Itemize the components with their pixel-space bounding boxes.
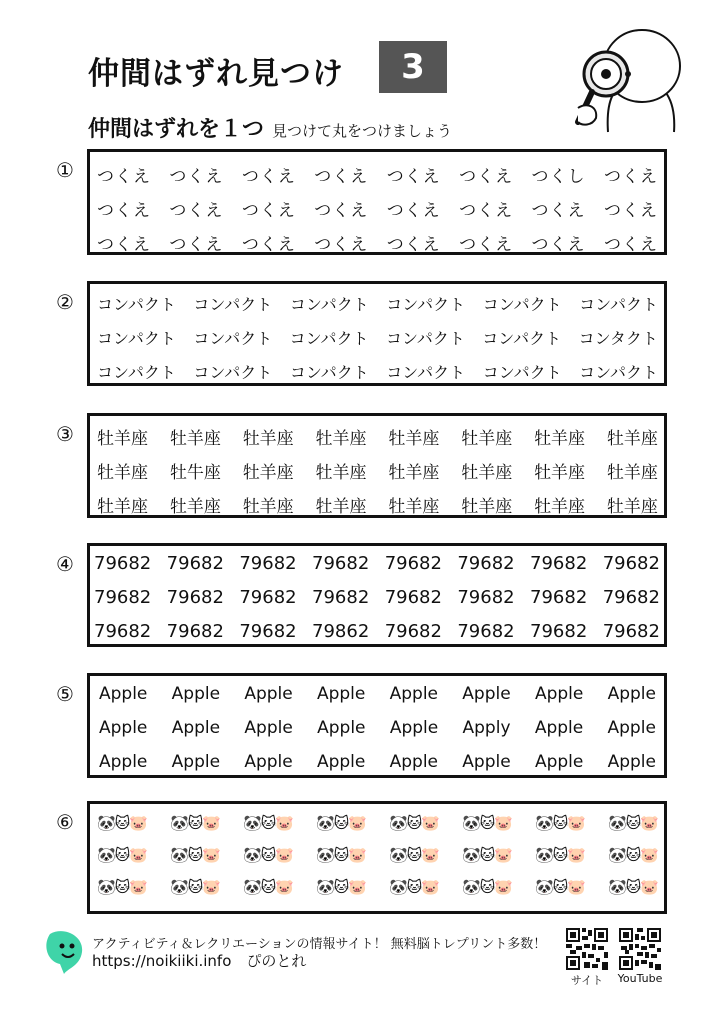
- puzzle-box-1: [87, 149, 667, 255]
- puzzle-word[interactable]: Apple: [607, 752, 656, 772]
- puzzle-word[interactable]: つくえ: [531, 235, 586, 255]
- puzzle-word[interactable]: つくし: [531, 167, 586, 187]
- animal-group[interactable]: 🐼🐱🐷: [316, 846, 366, 864]
- puzzle-word[interactable]: Apple: [534, 752, 584, 772]
- puzzle-word[interactable]: Apple: [99, 752, 148, 772]
- puzzle-word[interactable]: つくえ: [241, 201, 296, 221]
- puzzle-word[interactable]: コンパクト: [386, 295, 466, 314]
- puzzle-word[interactable]: Apple: [171, 718, 221, 738]
- puzzle-word[interactable]: コンパクト: [193, 295, 273, 314]
- puzzle-word[interactable]: Apple: [607, 718, 656, 738]
- puzzle-word[interactable]: コンパクト: [97, 363, 176, 382]
- puzzle-box-2: [87, 281, 667, 386]
- puzzle-word[interactable]: Apple: [171, 684, 221, 704]
- puzzle-row: [90, 326, 664, 360]
- puzzle-word[interactable]: つくえ: [386, 235, 441, 255]
- puzzle-row: [90, 846, 664, 878]
- puzzle-word[interactable]: Apple: [462, 752, 511, 772]
- qr-code-site-icon[interactable]: [566, 928, 608, 970]
- puzzle-word[interactable]: コンパクト: [289, 295, 369, 314]
- puzzle-row: [90, 814, 664, 846]
- puzzle-word[interactable]: つくえ: [603, 235, 658, 255]
- puzzle-word[interactable]: 牡羊座: [461, 429, 513, 449]
- puzzle-word[interactable]: 牡羊座: [534, 463, 586, 483]
- puzzle-word[interactable]: つくえ: [97, 167, 151, 187]
- puzzle-word[interactable]: コンパクト: [385, 329, 465, 348]
- puzzle-word[interactable]: 79682: [384, 621, 442, 642]
- puzzle-word[interactable]: コンパクト: [482, 329, 562, 348]
- puzzle-row: [90, 360, 664, 394]
- puzzle-row: [90, 587, 664, 621]
- puzzle-word[interactable]: つくえ: [459, 201, 514, 221]
- animal-group[interactable]: 🐼🐱🐷: [389, 814, 439, 832]
- animal-group[interactable]: 🐼🐱🐷: [608, 846, 658, 864]
- puzzle-word[interactable]: Apple: [244, 752, 293, 772]
- instruction-main: 仲間はずれを１つ: [88, 117, 265, 142]
- puzzle-word[interactable]: つくえ: [314, 235, 369, 255]
- puzzle-word[interactable]: 牡羊座: [461, 497, 513, 517]
- puzzle-word[interactable]: コンパクト: [97, 295, 176, 314]
- puzzle-word[interactable]: 79682: [94, 553, 152, 574]
- puzzle-word[interactable]: 79682: [239, 587, 297, 608]
- puzzle-word[interactable]: 79682: [384, 587, 442, 608]
- puzzle-word[interactable]: 79862: [312, 621, 370, 642]
- puzzle-word[interactable]: Apple: [389, 752, 439, 772]
- puzzle-word[interactable]: 牡羊座: [97, 429, 148, 449]
- puzzle-word[interactable]: 79682: [457, 553, 515, 574]
- puzzle-word[interactable]: つくえ: [314, 201, 369, 221]
- puzzle-word[interactable]: つくえ: [386, 201, 441, 221]
- puzzle-word[interactable]: 79682: [457, 587, 515, 608]
- puzzle-word[interactable]: 牡羊座: [534, 429, 586, 449]
- puzzle-word[interactable]: コンパクト: [97, 329, 176, 348]
- puzzle-word[interactable]: コンタクト: [578, 329, 658, 348]
- puzzle-word[interactable]: つくえ: [459, 235, 514, 255]
- qr-youtube-label: YouTube: [617, 972, 663, 985]
- puzzle-word[interactable]: つくえ: [314, 167, 369, 187]
- puzzle-row: [90, 752, 664, 786]
- qr-code-youtube-icon[interactable]: [619, 928, 661, 970]
- puzzle-row: [90, 718, 664, 752]
- puzzle-word[interactable]: つくえ: [603, 167, 658, 187]
- animal-group[interactable]: 🐼🐱🐷: [170, 878, 220, 896]
- puzzle-word[interactable]: Apple: [317, 718, 366, 738]
- puzzle-word[interactable]: コンパクト: [482, 363, 562, 382]
- puzzle-word[interactable]: Apple: [99, 718, 148, 738]
- puzzle-word[interactable]: 79682: [602, 621, 660, 642]
- animal-group[interactable]: 🐼🐱🐷: [389, 846, 439, 864]
- puzzle-word[interactable]: Apple: [534, 718, 584, 738]
- puzzle-row: [90, 230, 664, 264]
- puzzle-word[interactable]: 79682: [166, 621, 224, 642]
- puzzle-row: [90, 492, 664, 526]
- puzzle-word[interactable]: つくえ: [169, 235, 224, 255]
- puzzle-word[interactable]: Apple: [244, 718, 293, 738]
- puzzle-word[interactable]: 牡羊座: [461, 463, 513, 483]
- animal-group[interactable]: 🐼🐱🐷: [97, 878, 147, 896]
- puzzle-box-6: [87, 801, 667, 914]
- puzzle-number-2: ②: [56, 290, 74, 314]
- animal-group[interactable]: 🐼🐱🐷: [389, 878, 439, 896]
- puzzle-word[interactable]: 牡羊座: [97, 497, 148, 517]
- animal-group[interactable]: 🐼🐱🐷: [535, 878, 585, 896]
- puzzle-word[interactable]: つくえ: [241, 167, 296, 187]
- puzzle-word[interactable]: 79682: [457, 621, 515, 642]
- puzzle-number-1: ①: [56, 158, 74, 182]
- puzzle-word[interactable]: コンパクト: [289, 329, 369, 348]
- puzzle-word[interactable]: つくえ: [531, 201, 586, 221]
- animal-group[interactable]: 🐼🐱🐷: [243, 814, 293, 832]
- puzzle-word[interactable]: 79682: [602, 587, 660, 608]
- animal-group[interactable]: 🐼🐱🐷: [608, 878, 658, 896]
- puzzle-word[interactable]: 牡羊座: [169, 429, 221, 449]
- puzzle-box-4: [87, 543, 667, 647]
- animal-group[interactable]: 🐼🐱🐷: [170, 814, 220, 832]
- puzzle-row: [90, 196, 664, 230]
- puzzle-row: [90, 458, 664, 492]
- puzzle-word[interactable]: 牡羊座: [242, 429, 294, 449]
- puzzle-word[interactable]: つくえ: [169, 201, 224, 221]
- puzzle-box-3: [87, 413, 667, 518]
- puzzle-word[interactable]: Apple: [462, 684, 511, 704]
- puzzle-word[interactable]: 79682: [530, 621, 588, 642]
- puzzle-word[interactable]: つくえ: [603, 201, 658, 221]
- animal-group[interactable]: 🐼🐱🐷: [462, 814, 512, 832]
- puzzle-word[interactable]: Apple: [607, 684, 656, 704]
- puzzle-word[interactable]: 79682: [384, 553, 442, 574]
- puzzle-word[interactable]: コンパクト: [579, 363, 658, 382]
- puzzle-word[interactable]: Apple: [534, 684, 584, 704]
- puzzle-word[interactable]: 牡羊座: [606, 497, 658, 517]
- puzzle-word[interactable]: 牡羊座: [169, 497, 221, 517]
- puzzle-word[interactable]: 牡羊座: [606, 429, 658, 449]
- animal-group[interactable]: 🐼🐱🐷: [462, 878, 512, 896]
- puzzle-word[interactable]: 79682: [239, 621, 297, 642]
- puzzle-word[interactable]: 79682: [239, 553, 297, 574]
- instruction-sub: 見つけて丸をつけましょう: [272, 122, 453, 140]
- puzzle-number-5: ⑤: [56, 682, 74, 706]
- puzzle-word[interactable]: 79682: [312, 587, 370, 608]
- animal-group[interactable]: 🐼🐱🐷: [316, 814, 366, 832]
- puzzle-word[interactable]: 79682: [94, 621, 152, 642]
- puzzle-word[interactable]: 79682: [312, 553, 370, 574]
- puzzle-word[interactable]: 79682: [602, 553, 660, 574]
- puzzle-word[interactable]: 牡羊座: [534, 497, 586, 517]
- qr-site-label: サイト: [570, 974, 604, 987]
- puzzle-word[interactable]: コンパクト: [579, 295, 658, 314]
- puzzle-number-4: ④: [56, 552, 74, 576]
- puzzle-word[interactable]: コンパクト: [289, 363, 369, 382]
- puzzle-word[interactable]: Apple: [171, 752, 221, 772]
- puzzle-row: [90, 621, 664, 655]
- puzzle-word[interactable]: 79682: [166, 553, 224, 574]
- puzzle-word[interactable]: Apple: [244, 684, 293, 704]
- puzzle-word[interactable]: つくえ: [459, 167, 514, 187]
- puzzle-word[interactable]: つくえ: [386, 167, 441, 187]
- magnifier-mascot-icon: [568, 22, 686, 134]
- puzzle-word[interactable]: 牡羊座: [97, 463, 148, 483]
- animal-group[interactable]: 🐼🐱🐷: [316, 878, 366, 896]
- puzzle-word[interactable]: つくえ: [97, 235, 151, 255]
- puzzle-row: [90, 162, 664, 196]
- worksheet-title: 仲間はずれ見つけ: [88, 56, 344, 92]
- puzzle-word[interactable]: 牡羊座: [315, 463, 367, 483]
- puzzle-word[interactable]: 牡羊座: [606, 463, 658, 483]
- animal-group[interactable]: 🐼🐱🐷: [462, 846, 512, 864]
- animal-group[interactable]: 🐼🐱🐷: [97, 814, 147, 832]
- worksheet-number-badge: 3: [379, 41, 447, 93]
- footer-site-link[interactable]: https://noikiiki.info ぴのとれ: [92, 952, 307, 970]
- footer-tagline: アクティビティ＆レクリエーションの情報サイト！ 無料脳トレプリント多数！: [92, 937, 547, 952]
- puzzle-word[interactable]: コンパクト: [193, 363, 273, 382]
- puzzle-word[interactable]: 牡羊座: [242, 463, 294, 483]
- puzzle-word[interactable]: つくえ: [241, 235, 296, 255]
- animal-group[interactable]: 🐼🐱🐷: [608, 814, 658, 832]
- pinotore-logo-icon: [42, 928, 86, 974]
- puzzle-word[interactable]: Apple: [316, 684, 366, 704]
- puzzle-number-6: ⑥: [56, 810, 74, 834]
- puzzle-word[interactable]: Apple: [99, 684, 148, 704]
- animal-group[interactable]: 🐼🐱🐷: [243, 878, 293, 896]
- instruction: [88, 112, 452, 143]
- puzzle-word[interactable]: 79682: [94, 587, 152, 608]
- puzzle-row: [90, 424, 664, 458]
- animal-group[interactable]: 🐼🐱🐷: [535, 814, 585, 832]
- puzzle-row: [90, 878, 664, 910]
- puzzle-row: [90, 684, 664, 718]
- puzzle-word[interactable]: つくえ: [169, 167, 224, 187]
- puzzle-box-5: [87, 673, 667, 778]
- puzzle-word[interactable]: Apple: [316, 752, 366, 772]
- puzzle-word[interactable]: 牡羊座: [388, 429, 440, 449]
- animal-group[interactable]: 🐼🐱🐷: [243, 846, 293, 864]
- puzzle-word[interactable]: つくえ: [97, 201, 151, 221]
- animal-group[interactable]: 🐼🐱🐷: [170, 846, 220, 864]
- puzzle-row: [90, 292, 664, 326]
- puzzle-word[interactable]: 79682: [530, 587, 588, 608]
- puzzle-word[interactable]: 牡羊座: [242, 497, 294, 517]
- animal-group[interactable]: 🐼🐱🐷: [97, 846, 147, 864]
- puzzle-word[interactable]: Apple: [389, 718, 439, 738]
- puzzle-word[interactable]: コンパクト: [386, 363, 466, 382]
- puzzle-word[interactable]: 79682: [166, 587, 224, 608]
- puzzle-word[interactable]: コンパクト: [482, 295, 562, 314]
- puzzle-number-3: ③: [56, 422, 74, 446]
- animal-group[interactable]: 🐼🐱🐷: [535, 846, 585, 864]
- puzzle-word[interactable]: Apply: [462, 718, 511, 738]
- puzzle-word[interactable]: 79682: [530, 553, 588, 574]
- puzzle-word[interactable]: 牡羊座: [315, 497, 367, 517]
- puzzle-word[interactable]: Apple: [389, 684, 439, 704]
- puzzle-word[interactable]: 牡羊座: [388, 463, 440, 483]
- puzzle-word[interactable]: コンパクト: [193, 329, 273, 348]
- puzzle-word[interactable]: 牡羊座: [315, 429, 367, 449]
- puzzle-word[interactable]: 牡牛座: [169, 463, 221, 483]
- puzzle-word[interactable]: 牡羊座: [388, 497, 440, 517]
- puzzle-row: [90, 553, 664, 587]
